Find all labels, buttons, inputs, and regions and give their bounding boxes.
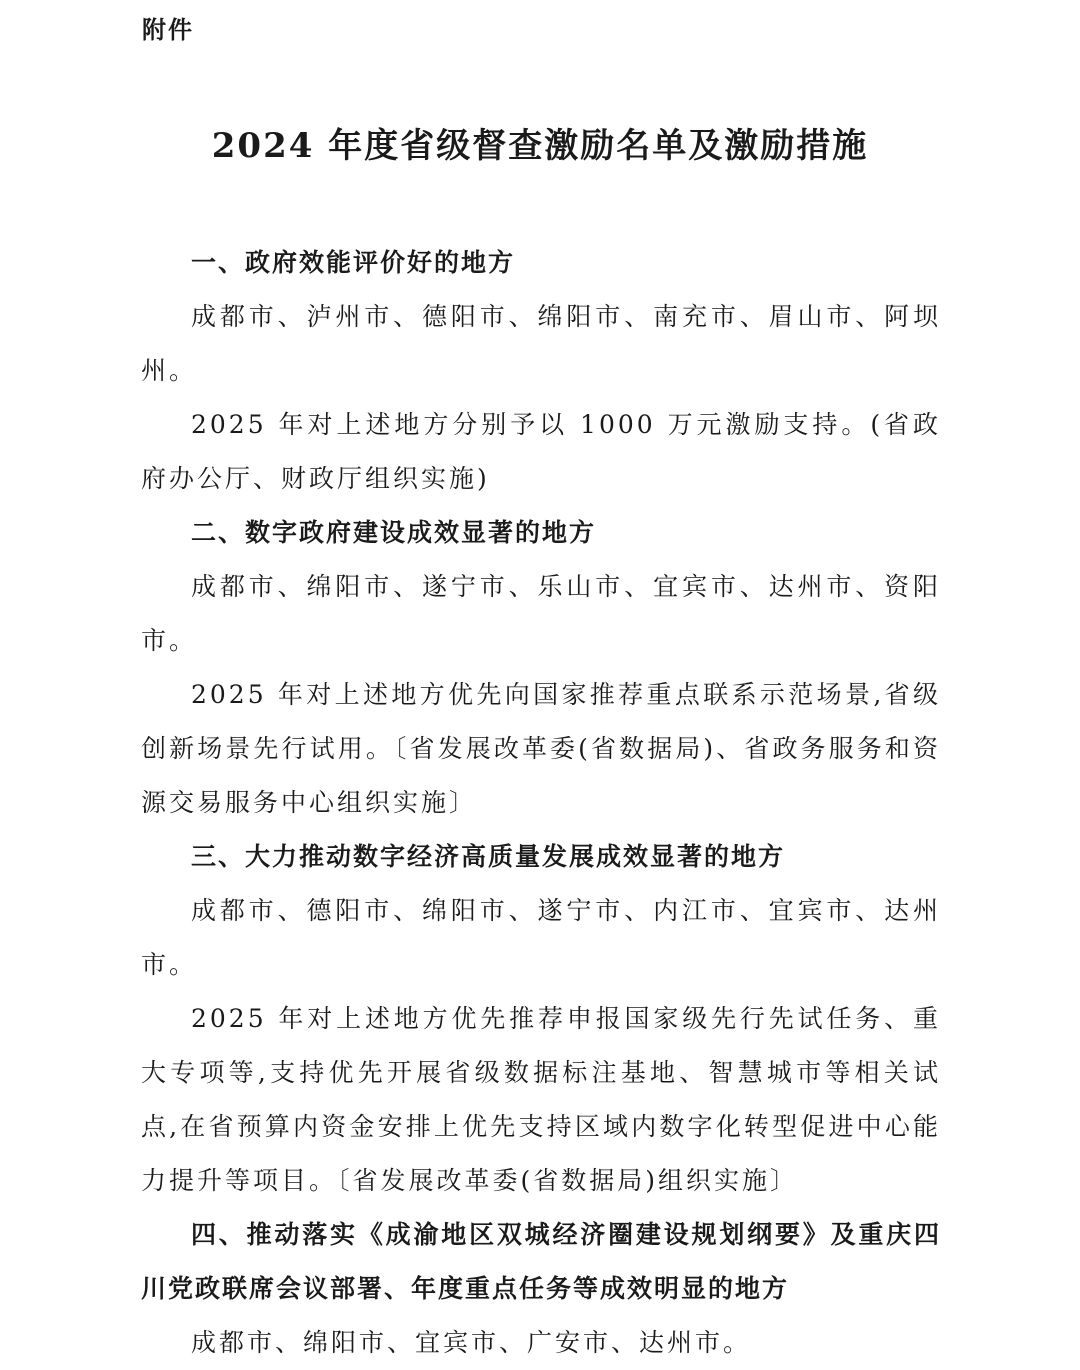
section-heading: 三、大力推动数字经济高质量发展成效显著的地方 (191, 842, 786, 871)
section-measures: 2025 年对上述地方优先推荐申报国家级先行先试任务、重大专项等,支持优先开展省级数据标注基地、智慧城市等相关试点,在省预算内资金安排上优先支持区域内数字化转型促进中心能力提升等项目。〔省发展改革委(省数据局)组织实施〕 (141, 1004, 941, 1195)
section-measures: 2025 年对上述地方分别予以 1000 万元激励支持。(省政府办公厅、财政厅组织实施) (141, 410, 941, 493)
attachment-label: 附件 (142, 16, 194, 44)
section-places: 成都市、绵阳市、遂宁市、乐山市、宜宾市、达州市、资阳市。 (141, 572, 941, 655)
section-places: 成都市、绵阳市、宜宾市、广安市、达州市。 (191, 1328, 752, 1357)
section-measures: 2025 年对上述地方优先向国家推荐重点联系示范场景,省级创新场景先行试用。〔省发展改革委(省数据局)、省政务服务和资源交易服务中心组织实施〕 (141, 680, 941, 817)
section-places: 成都市、泸州市、德阳市、绵阳市、南充市、眉山市、阿坝州。 (141, 302, 941, 385)
section-heading: 二、数字政府建设成效显著的地方 (191, 518, 597, 547)
section-places: 成都市、德阳市、绵阳市、遂宁市、内江市、宜宾市、达州市。 (141, 896, 941, 979)
section-heading: 四、推动落实《成渝地区双城经济圈建设规划纲要》及重庆四川党政联席会议部署、年度重点任务等成效明显的地方 (141, 1220, 941, 1303)
section-4 (141, 1208, 941, 1370)
document-body (141, 236, 941, 1370)
section-1 (141, 236, 941, 506)
section-3 (141, 830, 941, 1208)
section-heading: 一、政府效能评价好的地方 (191, 248, 516, 277)
document-title: 2024 年度省级督查激励名单及激励措施 (211, 126, 869, 166)
section-2 (141, 506, 941, 830)
